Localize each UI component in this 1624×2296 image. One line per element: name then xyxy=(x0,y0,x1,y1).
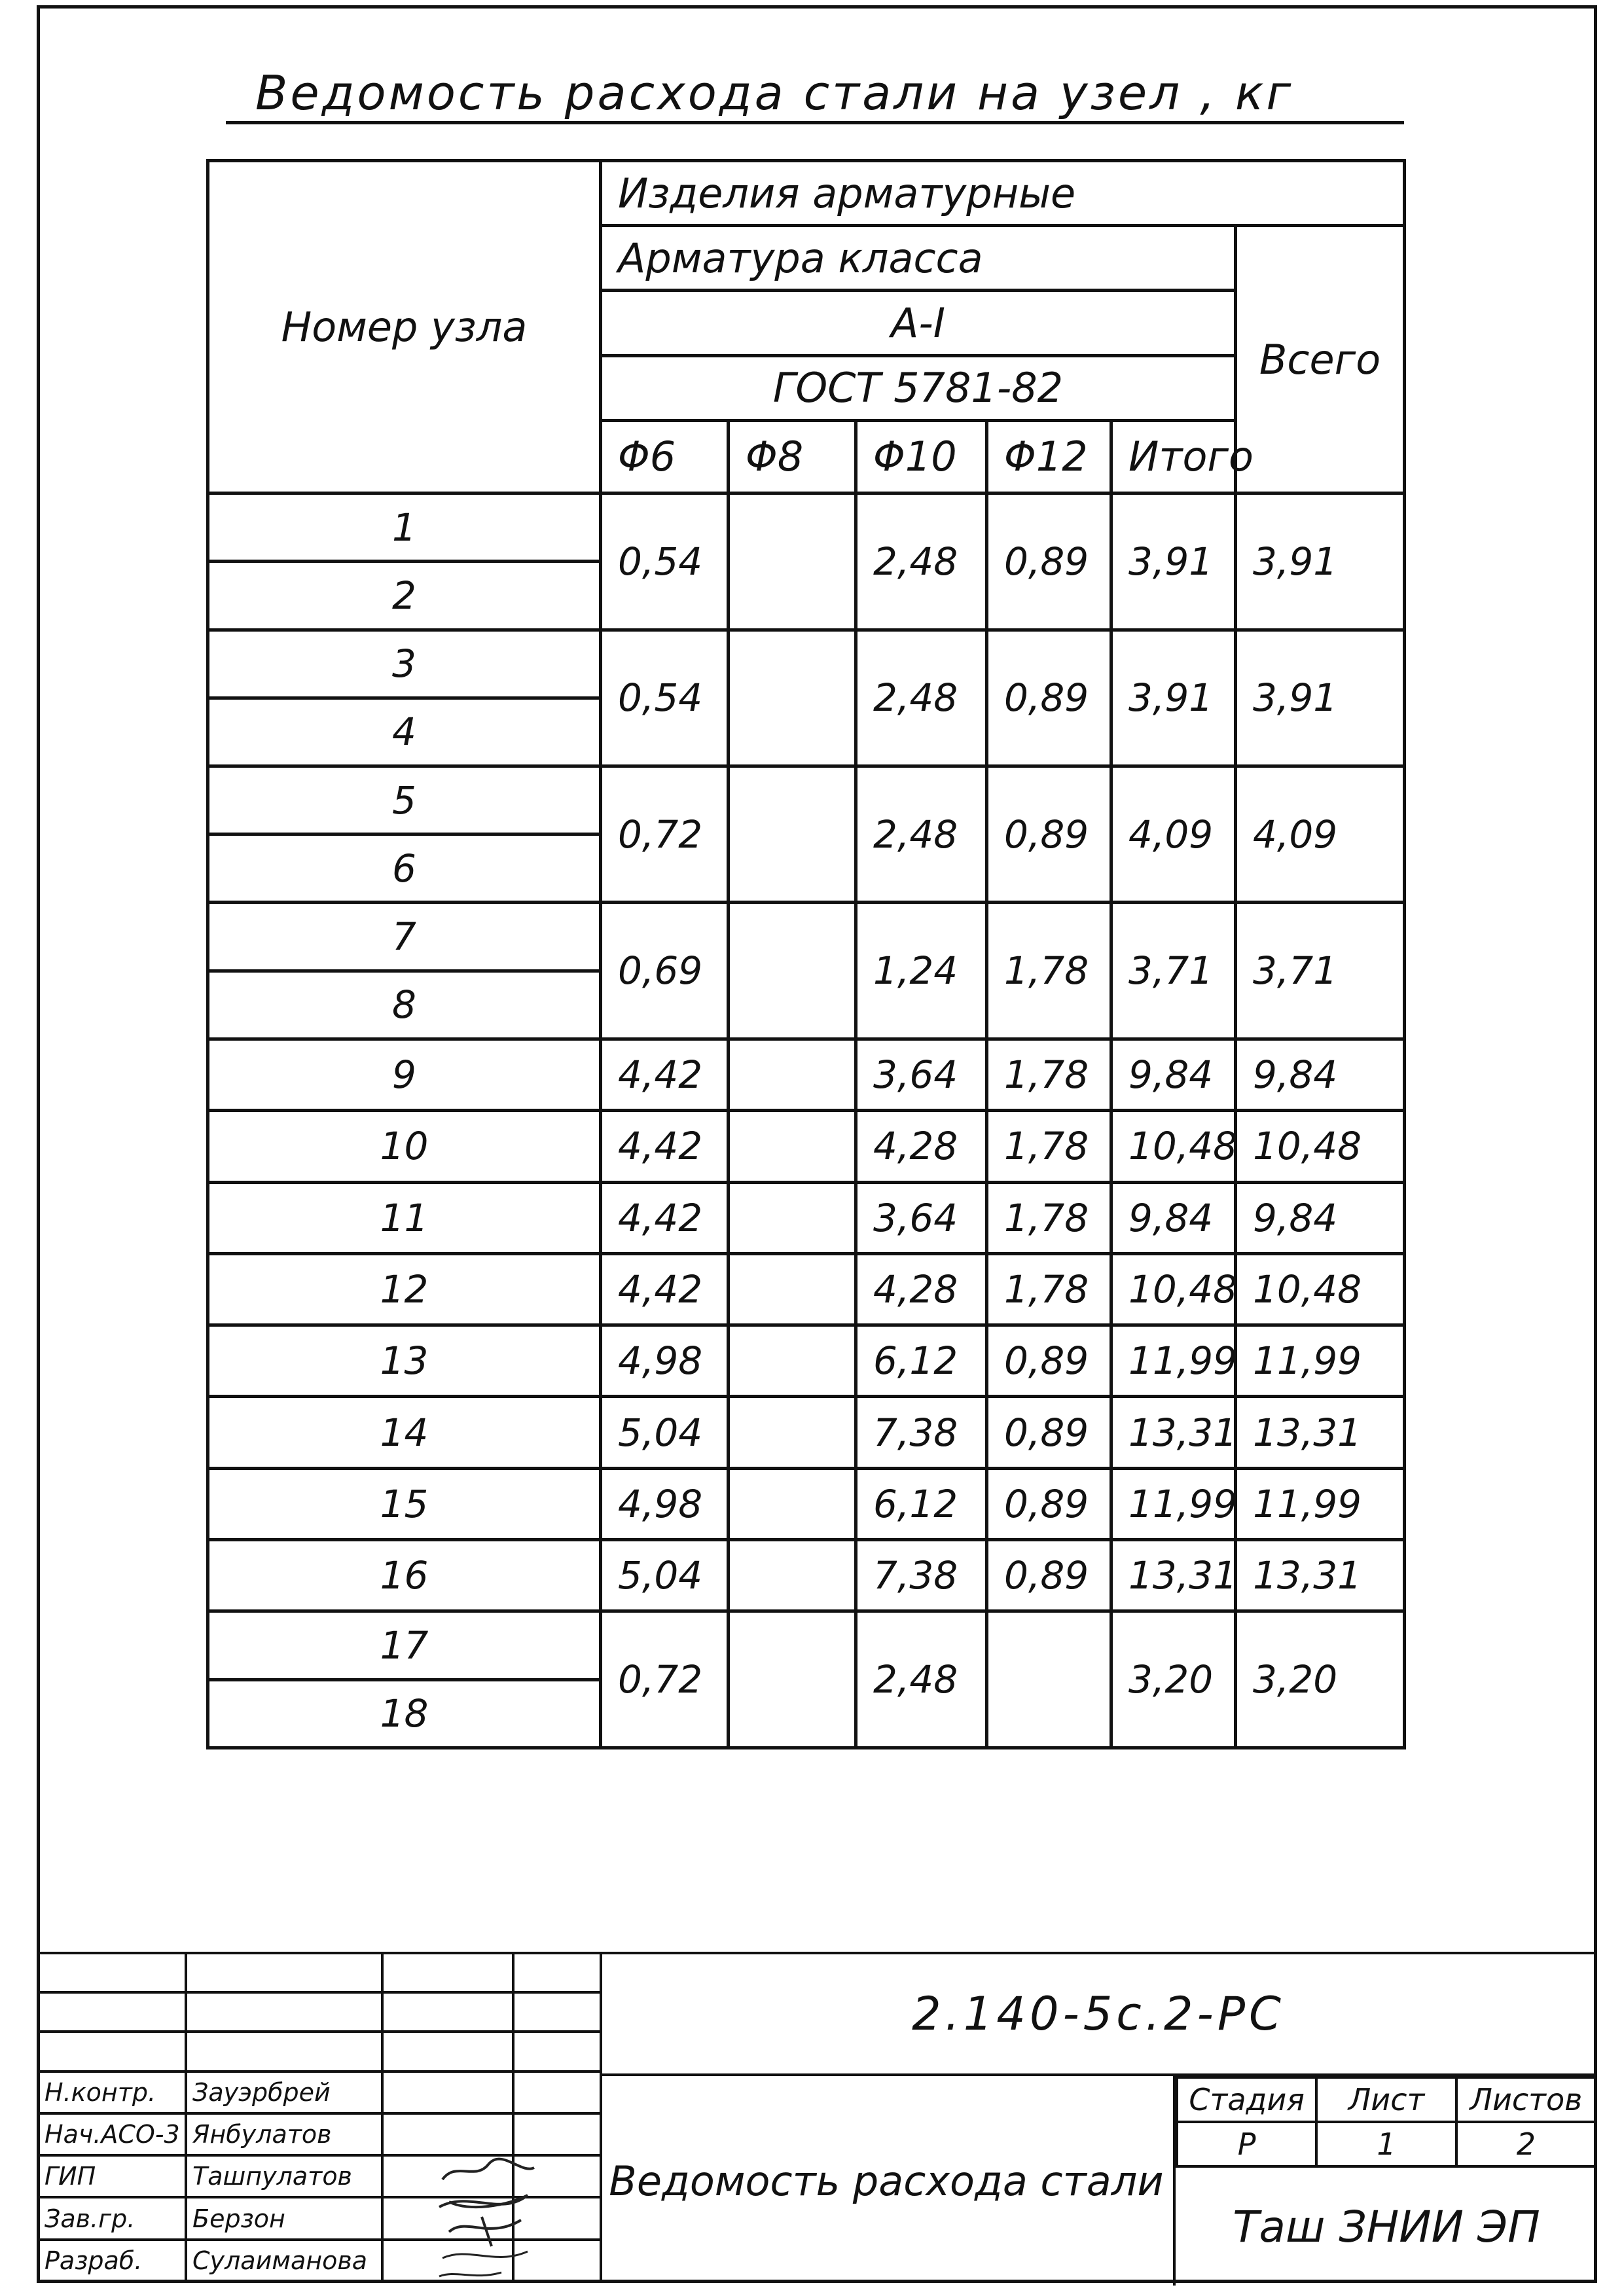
sheets-value: 2 xyxy=(1456,2122,1596,2166)
value-cell-d12: 0,89 xyxy=(987,1397,1111,1468)
header-class: A-I xyxy=(601,291,1236,355)
header-col-d6: Φ6 xyxy=(601,420,729,493)
node-number-cell: 18 xyxy=(208,1679,601,1748)
document-title: Ведомость расхода стали на узел , кг xyxy=(255,65,1294,120)
value-cell-d10: 1,24 xyxy=(856,903,987,1039)
value-cell-d8 xyxy=(729,1111,856,1182)
value-cell-d8 xyxy=(729,1611,856,1748)
value-cell-d10: 6,12 xyxy=(856,1468,987,1539)
value-cell-total: 10,48 xyxy=(1236,1253,1405,1325)
header-node-number: Номер узла xyxy=(208,161,601,493)
value-cell-d8 xyxy=(729,1325,856,1397)
value-cell-d12: 1,78 xyxy=(987,1039,1111,1110)
value-cell-total: 11,99 xyxy=(1236,1468,1405,1539)
value-cell-d12: 1,78 xyxy=(987,1111,1111,1182)
node-number-cell: 15 xyxy=(208,1468,601,1539)
header-rebar-class: Арматура класса xyxy=(601,226,1236,291)
organization: Таш ЗНИИ ЭП xyxy=(1233,2201,1540,2252)
approval-date-cell xyxy=(513,2113,601,2155)
value-cell-d6: 4,42 xyxy=(601,1182,729,1253)
value-cell-d8 xyxy=(729,1397,856,1468)
node-number-cell: 1 xyxy=(208,493,601,562)
table-row xyxy=(208,1182,1405,1253)
value-cell-subtotal: 13,31 xyxy=(1111,1397,1236,1468)
approval-role: Нач.АСО-3 xyxy=(38,2113,186,2155)
value-cell-total: 9,84 xyxy=(1236,1039,1405,1110)
title-underline xyxy=(226,121,1404,124)
value-cell-subtotal: 3,71 xyxy=(1111,903,1236,1039)
approval-empty-cell xyxy=(38,1953,186,1992)
node-number-cell: 12 xyxy=(208,1253,601,1325)
value-cell-total: 3,20 xyxy=(1236,1611,1405,1748)
table-row xyxy=(208,1468,1405,1539)
header-col-subtotal: Итого xyxy=(1111,420,1236,493)
value-cell-d12: 0,89 xyxy=(987,1540,1111,1611)
value-cell-subtotal: 13,31 xyxy=(1111,1540,1236,1611)
value-cell-d8 xyxy=(729,766,856,903)
value-cell-d12: 0,89 xyxy=(987,1468,1111,1539)
value-cell-subtotal: 3,20 xyxy=(1111,1611,1236,1748)
value-cell-d12: 0,89 xyxy=(987,1325,1111,1397)
sheet-title: Ведомость расхода стали xyxy=(600,2076,1176,2286)
table-row xyxy=(208,903,1405,971)
steel-consumption-table xyxy=(206,159,1406,1749)
value-cell-d10: 2,48 xyxy=(856,1611,987,1748)
approval-role: ГИП xyxy=(38,2155,186,2197)
approval-empty-row xyxy=(38,1992,601,2032)
approval-empty-cell xyxy=(186,1992,382,2032)
approval-name: Ташпулатов xyxy=(186,2155,382,2197)
value-cell-d8 xyxy=(729,1039,856,1110)
node-number-cell: 17 xyxy=(208,1611,601,1679)
approval-role: Н.контр. xyxy=(38,2072,186,2113)
value-cell-d6: 5,04 xyxy=(601,1397,729,1468)
approval-empty-cell xyxy=(513,1953,601,1992)
value-cell-d12: 1,78 xyxy=(987,903,1111,1039)
approval-empty-row xyxy=(38,2032,601,2071)
approval-empty-cell xyxy=(382,1953,513,1992)
value-cell-d8 xyxy=(729,1182,856,1253)
value-cell-d8 xyxy=(729,903,856,1039)
node-number-cell: 2 xyxy=(208,562,601,630)
title-block xyxy=(37,1952,1597,2283)
value-cell-d8 xyxy=(729,493,856,630)
node-number-cell: 6 xyxy=(208,834,601,903)
table-row xyxy=(208,766,1405,834)
value-cell-total: 3,71 xyxy=(1236,903,1405,1039)
value-cell-d10: 2,48 xyxy=(856,766,987,903)
value-cell-d6: 4,42 xyxy=(601,1253,729,1325)
signatures-drawing xyxy=(429,2155,541,2283)
header-col-d10: Φ10 xyxy=(856,420,987,493)
approval-empty-cell xyxy=(38,1992,186,2032)
approval-empty-cell xyxy=(382,2032,513,2071)
header-col-d8: Φ8 xyxy=(729,420,856,493)
header-standard: ГОСТ 5781-82 xyxy=(601,355,1236,420)
value-cell-d10: 3,64 xyxy=(856,1039,987,1110)
value-cell-d6: 0,72 xyxy=(601,766,729,903)
value-cell-d8 xyxy=(729,1540,856,1611)
value-cell-d6: 4,42 xyxy=(601,1111,729,1182)
value-cell-total: 4,09 xyxy=(1236,766,1405,903)
node-number-cell: 8 xyxy=(208,971,601,1039)
value-cell-subtotal: 10,48 xyxy=(1111,1111,1236,1182)
value-cell-d10: 2,48 xyxy=(856,630,987,766)
value-cell-d10: 4,28 xyxy=(856,1253,987,1325)
node-number-cell: 5 xyxy=(208,766,601,834)
table-row xyxy=(208,493,1405,562)
approval-empty-cell xyxy=(382,1992,513,2032)
value-cell-d6: 4,42 xyxy=(601,1039,729,1110)
table-row xyxy=(208,1253,1405,1325)
table-row xyxy=(208,1540,1405,1611)
approval-name: Янбулатов xyxy=(186,2113,382,2155)
value-cell-subtotal: 11,99 xyxy=(1111,1325,1236,1397)
approval-signature-cell xyxy=(382,2113,513,2155)
table-row xyxy=(208,630,1405,698)
value-cell-d12 xyxy=(987,1611,1111,1748)
value-cell-d12: 0,89 xyxy=(987,766,1111,903)
value-cell-total: 3,91 xyxy=(1236,493,1405,630)
table-row xyxy=(208,1039,1405,1110)
approval-name: Берзон xyxy=(186,2197,382,2239)
value-cell-subtotal: 9,84 xyxy=(1111,1039,1236,1110)
value-cell-d12: 0,89 xyxy=(987,493,1111,630)
approval-name: Зауэрбрей xyxy=(186,2072,382,2113)
approval-role: Разраб. xyxy=(38,2240,186,2282)
value-cell-d6: 4,98 xyxy=(601,1468,729,1539)
value-cell-d8 xyxy=(729,1468,856,1539)
stage-value: Р xyxy=(1177,2122,1316,2166)
approval-date-cell xyxy=(513,2072,601,2113)
value-cell-d12: 0,89 xyxy=(987,630,1111,766)
table-row xyxy=(208,1397,1405,1468)
sheet-label: Лист xyxy=(1316,2077,1456,2122)
approval-role: Зав.гр. xyxy=(38,2197,186,2239)
approval-empty-cell xyxy=(186,1953,382,1992)
node-number-cell: 16 xyxy=(208,1540,601,1611)
value-cell-d6: 5,04 xyxy=(601,1540,729,1611)
table-row xyxy=(208,1611,1405,1679)
value-cell-subtotal: 10,48 xyxy=(1111,1253,1236,1325)
value-cell-subtotal: 11,99 xyxy=(1111,1468,1236,1539)
approval-empty-row xyxy=(38,1953,601,1992)
value-cell-d10: 7,38 xyxy=(856,1540,987,1611)
value-cell-d6: 0,54 xyxy=(601,493,729,630)
approval-row xyxy=(38,2113,601,2155)
stage-table xyxy=(1176,2076,1597,2168)
table-row xyxy=(208,1325,1405,1397)
header-products: Изделия арматурные xyxy=(601,161,1405,226)
value-cell-subtotal: 4,09 xyxy=(1111,766,1236,903)
value-cell-d8 xyxy=(729,1253,856,1325)
value-cell-d6: 0,54 xyxy=(601,630,729,766)
node-number-cell: 9 xyxy=(208,1039,601,1110)
node-number-cell: 14 xyxy=(208,1397,601,1468)
value-cell-d12: 1,78 xyxy=(987,1182,1111,1253)
stage-label: Стадия xyxy=(1177,2077,1316,2122)
value-cell-total: 13,31 xyxy=(1236,1540,1405,1611)
value-cell-d10: 6,12 xyxy=(856,1325,987,1397)
title-block-main xyxy=(600,1952,1597,2283)
value-cell-d10: 2,48 xyxy=(856,493,987,630)
sheets-label: Листов xyxy=(1456,2077,1596,2122)
value-cell-d10: 3,64 xyxy=(856,1182,987,1253)
node-number-cell: 7 xyxy=(208,903,601,971)
approval-empty-cell xyxy=(513,1992,601,2032)
approval-empty-cell xyxy=(513,2032,601,2071)
value-cell-d12: 1,78 xyxy=(987,1253,1111,1325)
value-cell-d8 xyxy=(729,630,856,766)
value-cell-d6: 4,98 xyxy=(601,1325,729,1397)
value-cell-subtotal: 3,91 xyxy=(1111,630,1236,766)
node-number-cell: 4 xyxy=(208,698,601,766)
header-total: Всего xyxy=(1236,226,1405,493)
table-body xyxy=(208,493,1405,1748)
node-number-cell: 13 xyxy=(208,1325,601,1397)
approval-row xyxy=(38,2072,601,2113)
node-number-cell: 10 xyxy=(208,1111,601,1182)
value-cell-total: 13,31 xyxy=(1236,1397,1405,1468)
approval-empty-cell xyxy=(38,2032,186,2071)
approval-name: Сулаиманова xyxy=(186,2240,382,2282)
value-cell-d6: 0,72 xyxy=(601,1611,729,1748)
value-cell-d6: 0,69 xyxy=(601,903,729,1039)
document-code: 2.140-5c.2-PC xyxy=(600,1954,1597,2076)
value-cell-d10: 4,28 xyxy=(856,1111,987,1182)
value-cell-total: 9,84 xyxy=(1236,1182,1405,1253)
value-cell-subtotal: 3,91 xyxy=(1111,493,1236,630)
approval-signature-cell xyxy=(382,2072,513,2113)
node-number-cell: 3 xyxy=(208,630,601,698)
header-col-d12: Φ12 xyxy=(987,420,1111,493)
table-row xyxy=(208,1111,1405,1182)
value-cell-d10: 7,38 xyxy=(856,1397,987,1468)
value-cell-total: 3,91 xyxy=(1236,630,1405,766)
approval-empty-cell xyxy=(186,2032,382,2071)
value-cell-subtotal: 9,84 xyxy=(1111,1182,1236,1253)
node-number-cell: 11 xyxy=(208,1182,601,1253)
value-cell-total: 10,48 xyxy=(1236,1111,1405,1182)
value-cell-total: 11,99 xyxy=(1236,1325,1405,1397)
sheet-value: 1 xyxy=(1316,2122,1456,2166)
